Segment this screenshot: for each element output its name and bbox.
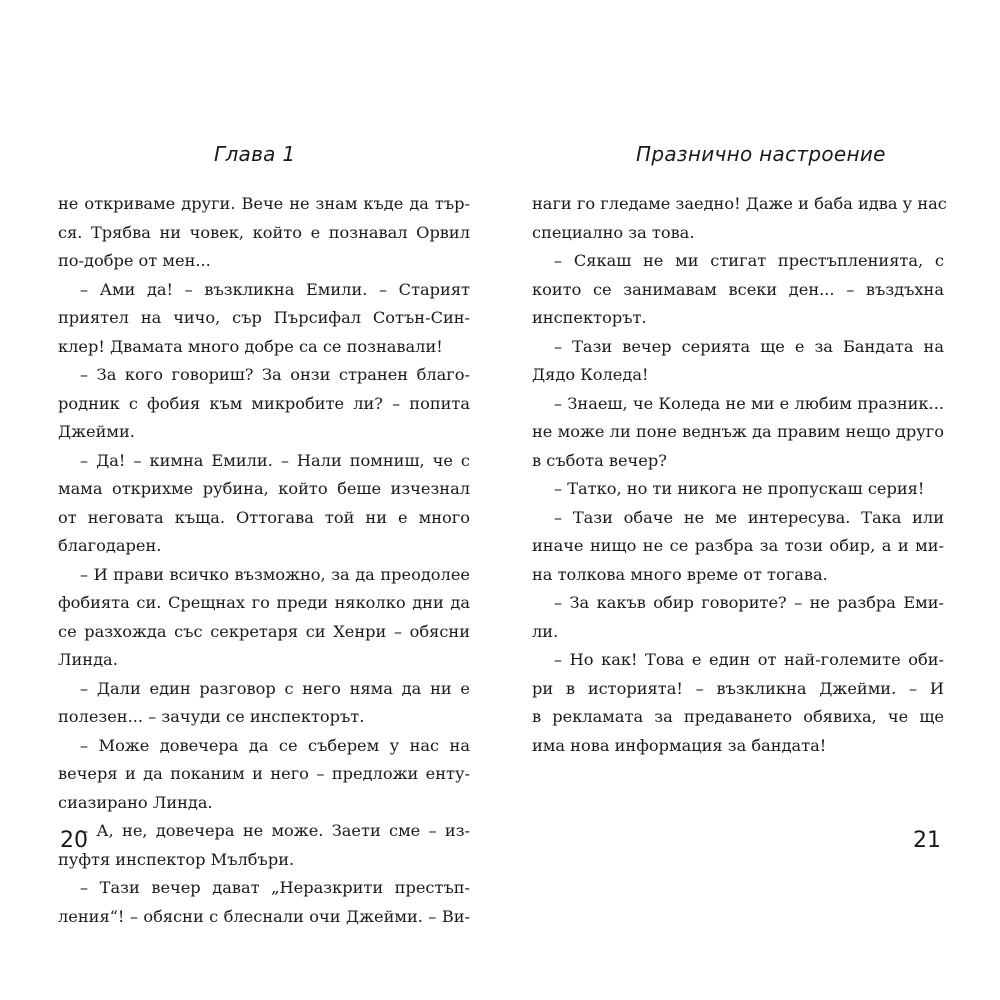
text-line: Джейми.: [58, 422, 135, 441]
text-line: Линда.: [58, 650, 118, 669]
text-line: пуфтя инспектор Мълбъри.: [58, 849, 295, 869]
text-line: клер! Двамата много добре са се познавали!: [58, 336, 443, 356]
text-line: се разхожда със секретаря си Хенри – обясни: [58, 621, 470, 641]
text-line: благодарен.: [58, 536, 162, 555]
page-number-right: 21: [913, 828, 941, 853]
text-line: – Да! – кимна Емили. – Нали помниш, че с: [80, 450, 470, 470]
text-line: ления“! – обясни с блеснали очи Джейми. – Ви-: [58, 906, 470, 926]
text-line: ри в историята! – възкликна Джейми. – И: [532, 678, 944, 698]
text-line: специално за това.: [532, 222, 695, 242]
text-line: – А, не, довечера не може. Заети сме – из-: [80, 821, 470, 840]
text-line: в рекламата за предаването обявиха, че ще: [532, 707, 944, 726]
text-line: не откриваме други. Вече не знам къде да тър-: [58, 194, 470, 213]
text-line: вечеря и да поканим и него – предложи енту-: [58, 764, 470, 783]
text-line: на толкова много време от тогава.: [532, 564, 828, 584]
text-line: от неговата къща. Оттогава той ни е много: [58, 507, 470, 527]
right-page: [500, 0, 1000, 1000]
text-line: фобията си. Срещнах го преди няколко дни да: [58, 593, 470, 612]
text-line: иначе нищо не се разбра за този обир, а и ми-: [532, 536, 944, 555]
text-line: наги го гледаме заедно! Даже и баба идва у нас: [532, 194, 947, 213]
text-line: приятел на чичо, сър Пърсифал Сотън-Син-: [58, 308, 470, 327]
right-page-text: [532, 190, 947, 760]
text-line: – Знаеш, че Коледа не ми е любим празник...: [554, 393, 944, 413]
text-line: – И прави всичко възможно, за да преодолее: [80, 564, 470, 584]
text-line: по-добре от мен...: [58, 251, 211, 270]
text-line: – За какъв обир говорите? – не разбра Еми-: [554, 593, 944, 612]
text-line: родник с фобия към микробите ли? – попита: [58, 393, 470, 413]
text-line: сиазирано Линда.: [58, 792, 213, 812]
text-line: – Тази обаче не ме интересува. Така или: [554, 507, 944, 527]
text-line: – Тази вечер серията ще е за Бандата на: [554, 336, 944, 356]
text-line: – Може довечера да се съберем у нас на: [80, 735, 470, 755]
text-line: ли.: [532, 621, 559, 641]
text-line: които се занимавам всеки ден... – въздъхна: [532, 279, 944, 299]
chapter-header: Глава 1: [214, 142, 296, 166]
text-line: – Но как! Това е един от най-големите оби-: [554, 650, 944, 669]
page-number-left: 20: [60, 828, 88, 853]
left-page-text: [58, 190, 470, 931]
text-line: – Сякаш не ми стигат престъпленията, с: [554, 251, 944, 270]
text-line: Дядо Коледа!: [532, 365, 649, 384]
section-header: Празнично настроение: [636, 142, 886, 166]
text-line: – Татко, но ти никога не пропускаш серия!: [554, 479, 925, 498]
text-line: мама открихме рубина, който беше изчезнал: [58, 479, 470, 498]
text-line: полезен... – зачуди се инспекторът.: [58, 707, 365, 726]
text-line: – Дали един разговор с него няма да ни е: [80, 678, 470, 698]
text-line: инспекторът.: [532, 308, 647, 327]
text-line: не може ли поне веднъж да правим нещо друго: [532, 422, 944, 441]
text-line: ся. Трябва ни човек, който е познавал Орвил: [58, 222, 470, 242]
text-line: – За кого говориш? За онзи странен благо-: [80, 365, 470, 384]
text-line: в събота вечер?: [532, 450, 667, 470]
text-line: – Тази вечер дават „Неразкрити престъп-: [80, 878, 470, 897]
text-line: – Ами да! – възкликна Емили. – Старият: [80, 279, 470, 299]
text-line: има нова информация за бандата!: [532, 735, 827, 755]
